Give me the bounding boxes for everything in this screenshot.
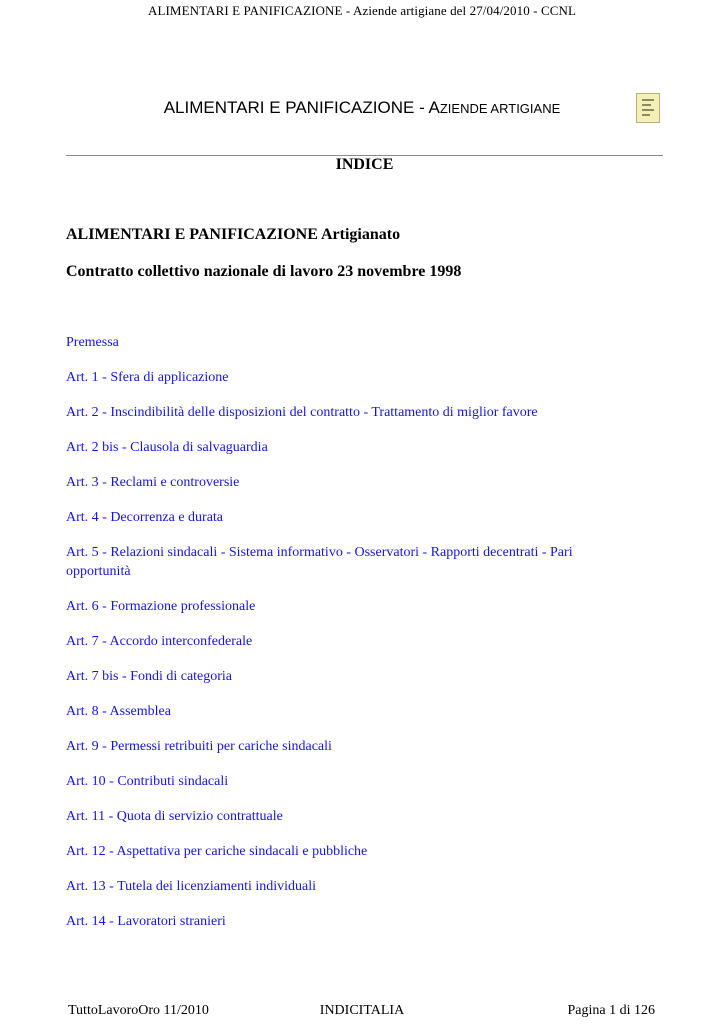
section-title: ALIMENTARI E PANIFICAZIONE Artigianato: [66, 226, 401, 243]
toc-link[interactable]: Art. 2 - Inscindibilità delle disposizioni del contratto - Trattamento di miglior favore: [66, 405, 538, 420]
toc-link[interactable]: Premessa: [66, 335, 119, 350]
toc-link[interactable]: Art. 5 - Relazioni sindacali - Sistema informativo - Osservatori - Rapporti decentrati - Pari opportunità: [66, 545, 573, 579]
running-header: ALIMENTARI E PANIFICAZIONE - Aziende artigiane del 27/04/2010 - CCNL: [147, 3, 577, 18]
table-of-contents: [66, 333, 626, 947]
document-icon[interactable]: [636, 93, 660, 123]
toc-link[interactable]: Art. 13 - Tutela dei licenziamenti individuali: [66, 879, 317, 894]
toc-link[interactable]: Art. 7 bis - Fondi di categoria: [66, 669, 233, 684]
index-heading: INDICE: [335, 156, 394, 173]
toc-link[interactable]: Art. 7 - Accordo interconfederale: [66, 634, 253, 649]
toc-link[interactable]: Art. 8 - Assemblea: [66, 704, 171, 719]
toc-link[interactable]: Art. 10 - Contributi sindacali: [66, 774, 229, 789]
toc-link[interactable]: Art. 3 - Reclami e controversie: [66, 475, 240, 490]
footer-publisher: INDICITALIA: [319, 1003, 405, 1018]
toc-link[interactable]: Art. 1 - Sfera di applicazione: [66, 370, 229, 385]
toc-link[interactable]: Art. 12 - Aspettativa per cariche sindacali e pubbliche: [66, 844, 368, 859]
toc-link[interactable]: Art. 2 bis - Clausola di salvaguardia: [66, 440, 268, 455]
document-title: [0, 98, 724, 118]
toc-link[interactable]: Art. 11 - Quota di servizio contrattuale: [66, 809, 283, 824]
toc-link[interactable]: Art. 6 - Formazione professionale: [66, 599, 256, 614]
toc-link[interactable]: Art. 9 - Permessi retribuiti per cariche sindacali: [66, 739, 332, 754]
contract-subtitle: Contratto collettivo nazionale di lavoro 23 novembre 1998: [66, 263, 462, 280]
document-title-main: ALIMENTARI E PANIFICAZIONE - A: [163, 98, 440, 117]
footer-source: TuttoLavoroOro 11/2010: [68, 1003, 209, 1018]
footer-page-number: Pagina 1 di 126: [567, 1003, 655, 1018]
toc-link[interactable]: Art. 4 - Decorrenza e durata: [66, 510, 224, 525]
toc-link[interactable]: Art. 14 - Lavoratori stranieri: [66, 914, 226, 929]
document-title-smallcaps: ZIENDE ARTIGIANE: [439, 101, 561, 116]
